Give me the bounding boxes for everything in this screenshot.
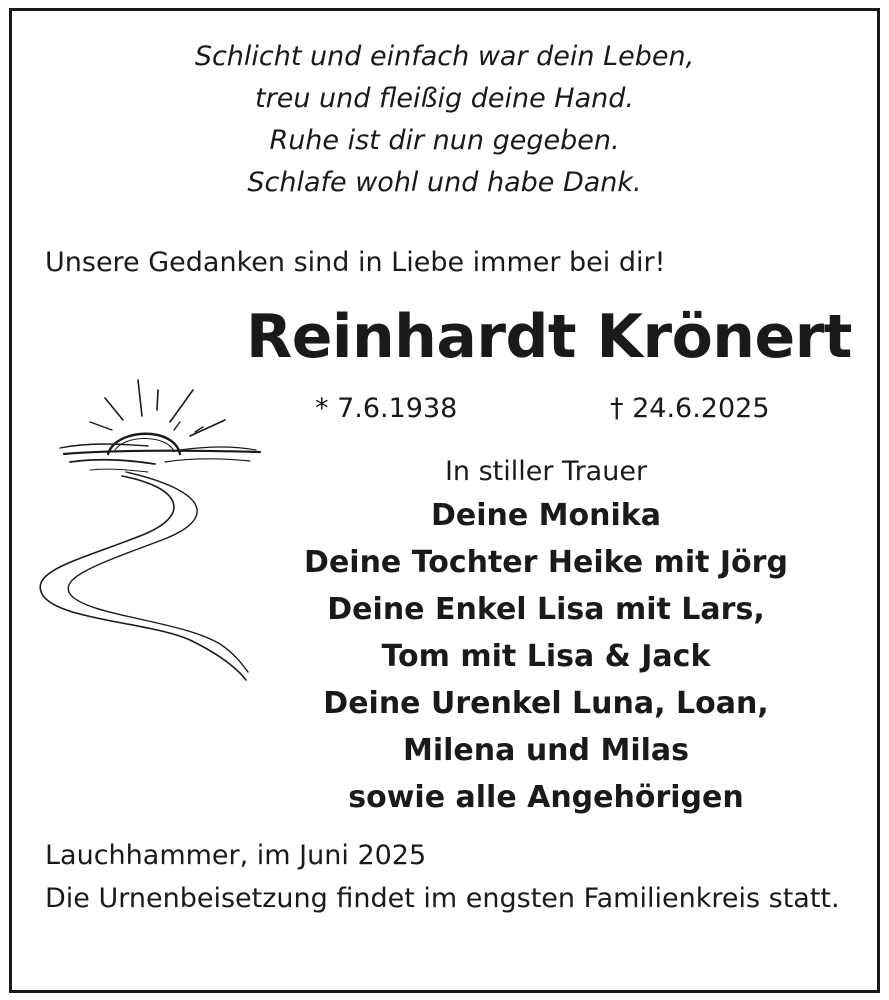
mourner-line: Deine Urenkel Luna, Loan, [323,686,769,721]
poem-line: Schlafe wohl und habe Dank. [247,167,642,198]
sunset-path-icon [30,372,270,682]
mourner-line: Milena und Milas [403,733,689,768]
death-date: † 24.6.2025 [610,393,770,424]
mourners-block [270,452,822,821]
burial-note: Die Urnenbeisetzung findet im engsten Familienkreis statt. [45,883,840,914]
mourning-lead: In stiller Trauer [444,456,648,487]
deceased-name: Reinhardt Krönert [246,302,852,372]
poem-line: Schlicht und einfach war dein Leben, [194,41,695,72]
mourner-line: Deine Monika [431,498,661,533]
mourner-line: Deine Tochter Heike mit Jörg [304,545,788,580]
mourner-line: sowie alle Angehörigen [348,780,744,815]
place-date: Lauchhammer, im Juni 2025 [45,840,427,871]
mourner-line: Tom mit Lisa & Jack [381,639,711,674]
poem [0,36,889,204]
poem-line: treu und fleißig deine Hand. [255,83,634,114]
intro-text: Unsere Gedanken sind in Liebe immer bei dir! [45,247,666,278]
birth-date: * 7.6.1938 [315,393,458,424]
mourner-line: Deine Enkel Lisa mit Lars, [327,592,765,627]
poem-line: Ruhe ist dir nun gegeben. [269,125,620,156]
